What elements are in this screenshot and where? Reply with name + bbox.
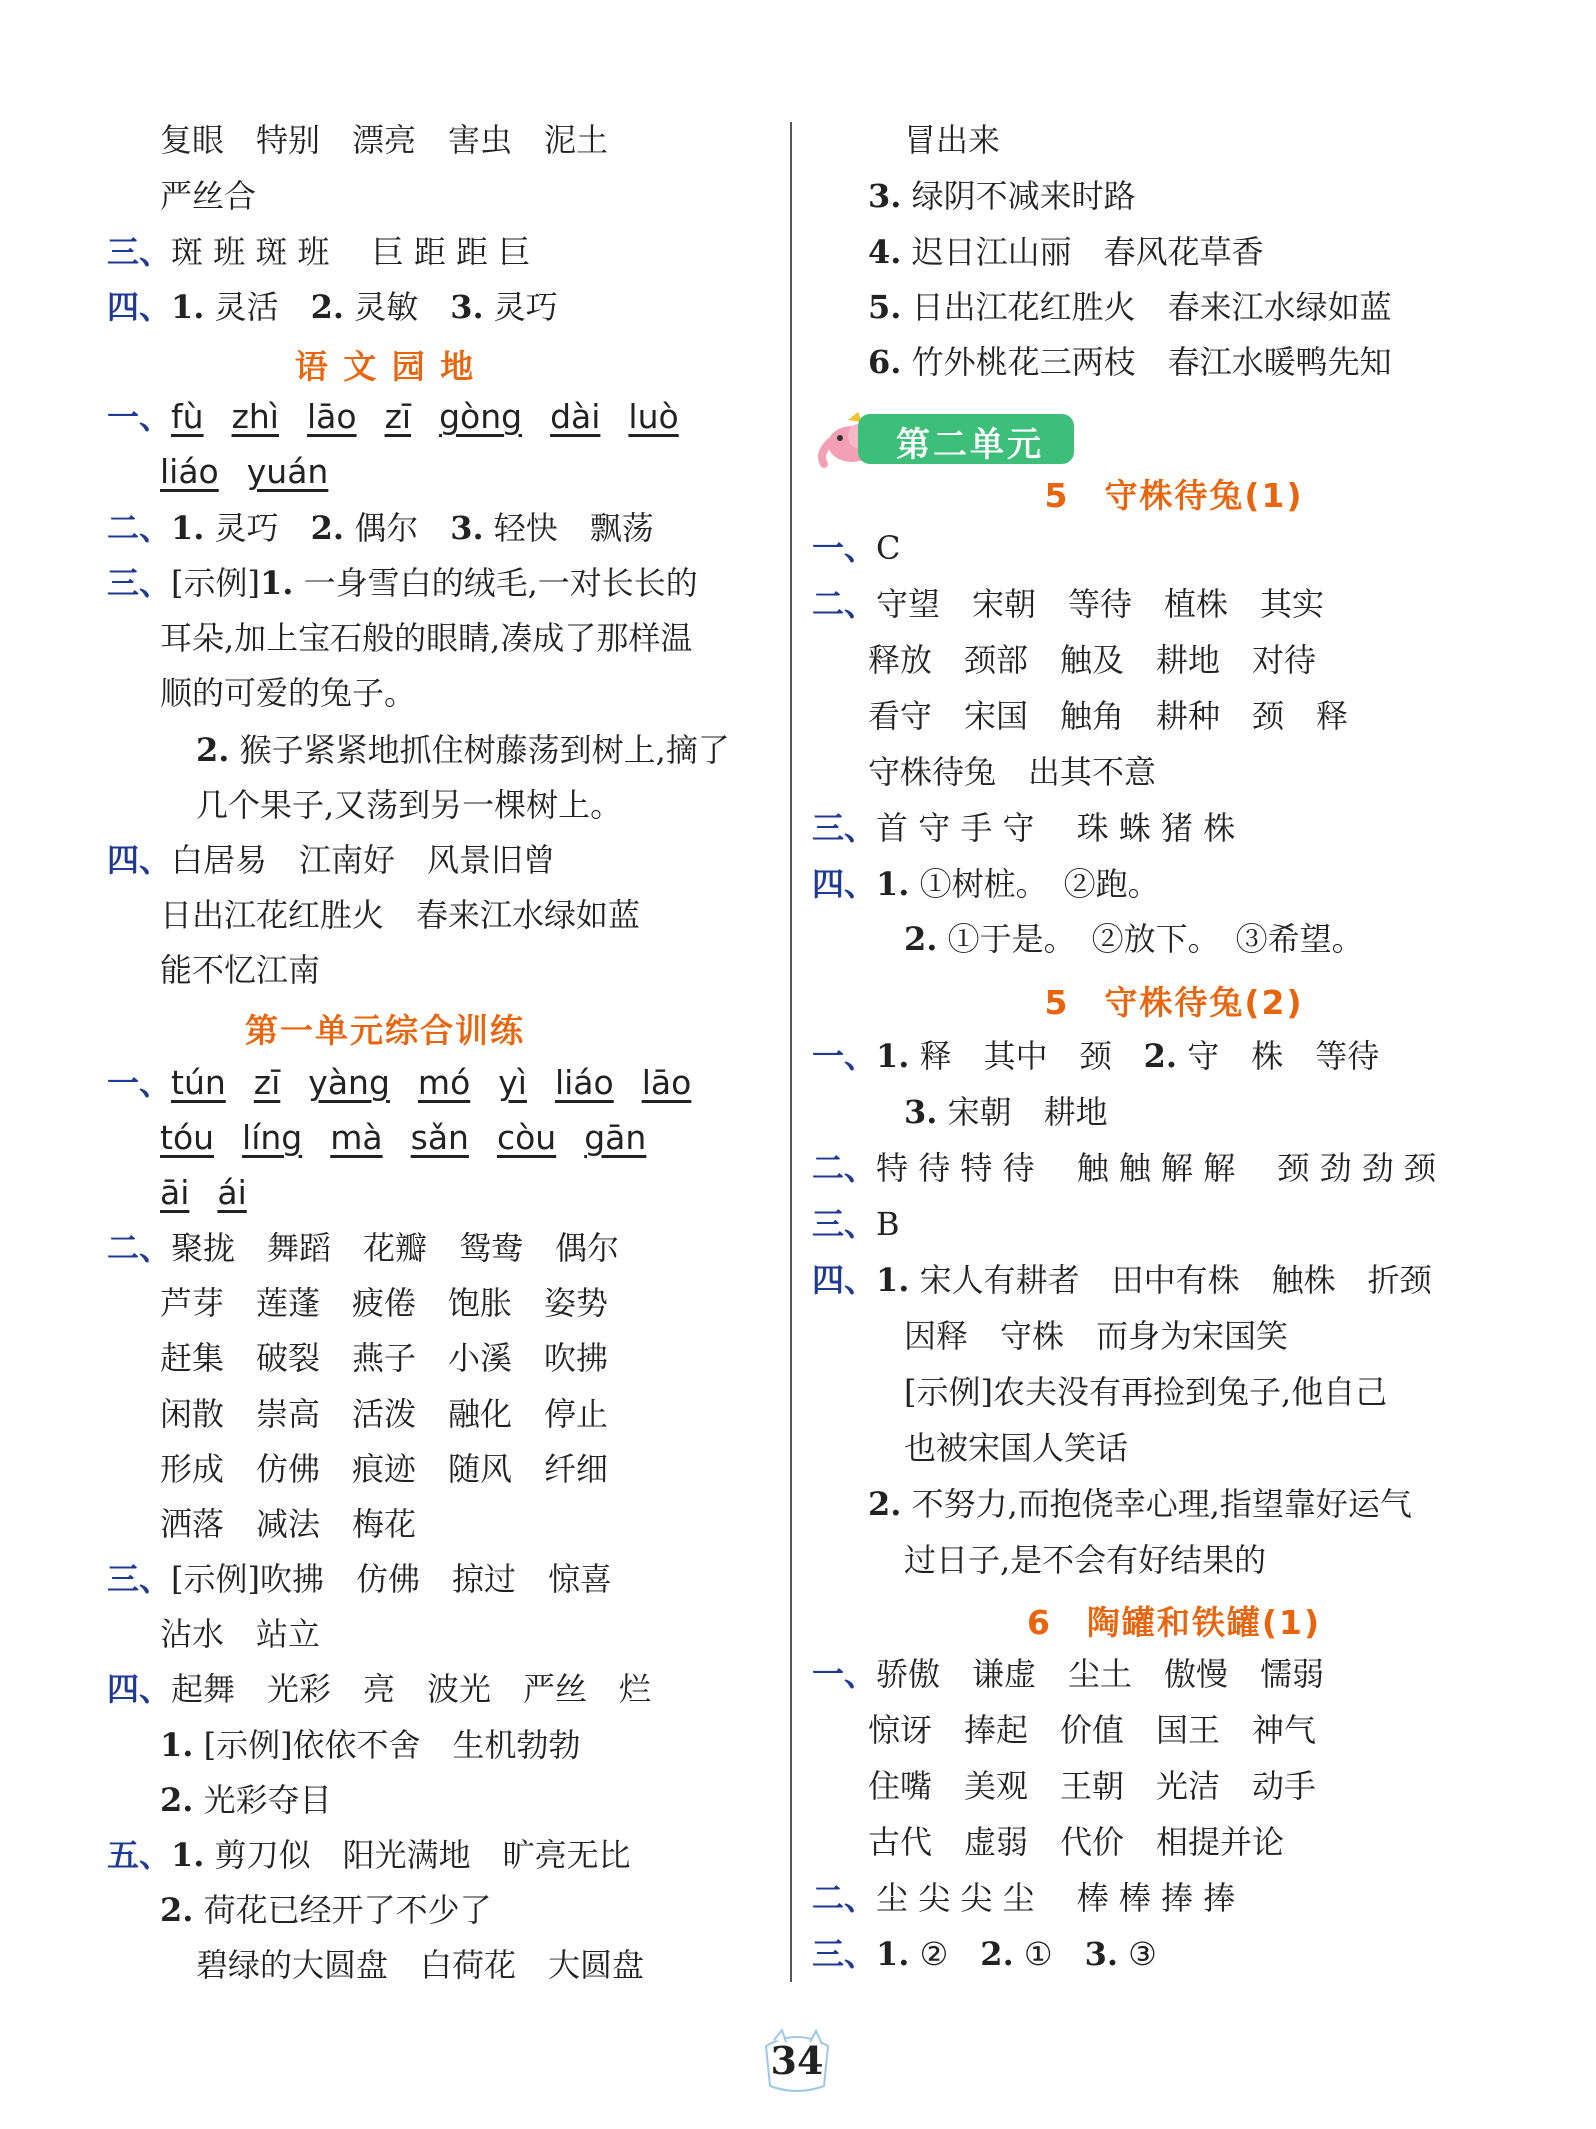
pinyin-line bbox=[107, 397, 707, 437]
answer-text: 1. 释 其中 颈 2. 守 株 等待 bbox=[876, 1037, 1380, 1075]
answer-line bbox=[160, 1614, 320, 1654]
answer-line bbox=[160, 895, 640, 935]
answer-line bbox=[812, 1934, 1157, 1974]
pinyin-syllable: liáo bbox=[554, 1063, 614, 1102]
question-marker: 一、 bbox=[107, 1064, 172, 1102]
question-marker: 二、 bbox=[107, 509, 172, 547]
answer-text: 赶集 破裂 燕子 小溪 吹拂 bbox=[160, 1339, 609, 1377]
question-marker: 三、 bbox=[812, 1205, 877, 1243]
pinyin-syllable: sǎn bbox=[410, 1118, 469, 1157]
page-number-badge bbox=[752, 2026, 842, 2096]
answer-line bbox=[196, 730, 730, 770]
question-marker: 三、 bbox=[107, 564, 172, 602]
answer-text: 耳朵,加上宝石般的眼睛,凑成了那样温 bbox=[160, 619, 693, 657]
answer-text: 1. 灵巧 2. 偶尔 3. 轻快 飘荡 bbox=[171, 509, 654, 547]
answer-text: 5. 日出江花红胜火 春来江水绿如蓝 bbox=[868, 288, 1392, 326]
answer-line bbox=[904, 1428, 1128, 1468]
answer-text: 2. 不努力,而抱侥幸心理,指望靠好运气 bbox=[868, 1485, 1412, 1523]
answer-text: 几个果子,又荡到另一棵树上。 bbox=[196, 786, 623, 824]
answer-text: [示例]1. 一身雪白的绒毛,一对长长的 bbox=[171, 564, 698, 602]
answer-line bbox=[107, 508, 654, 548]
answer-text: 首 守 手 守 珠 蛛 猪 株 bbox=[876, 809, 1236, 847]
answer-text: 骄傲 谦虚 尘土 傲慢 懦弱 bbox=[876, 1655, 1325, 1693]
answer-line bbox=[107, 1669, 651, 1709]
pinyin-syllable: mà bbox=[330, 1118, 383, 1157]
answer-line bbox=[107, 1559, 612, 1599]
answer-line bbox=[812, 808, 1235, 848]
answer-text: 顺的可爱的兔子。 bbox=[160, 674, 417, 712]
answer-line bbox=[196, 785, 622, 825]
question-marker: 三、 bbox=[812, 809, 877, 847]
pinyin-syllable: lāo bbox=[306, 397, 357, 436]
pinyin-line bbox=[160, 452, 356, 492]
answer-text: 复眼 特别 漂亮 害虫 泥土 bbox=[160, 121, 609, 159]
pinyin-line bbox=[160, 1118, 674, 1158]
answer-text: 过日子,是不会有好结果的 bbox=[904, 1541, 1267, 1579]
answer-text: 住嘴 美观 王朝 光洁 动手 bbox=[868, 1767, 1317, 1805]
answer-text: 能不忆江南 bbox=[160, 951, 321, 989]
pinyin-group bbox=[171, 1063, 719, 1102]
answer-line bbox=[868, 1766, 1316, 1806]
answer-line bbox=[160, 176, 256, 216]
answer-line bbox=[812, 1260, 1432, 1300]
answer-text: 碧绿的大圆盘 白荷花 大圆盘 bbox=[196, 1946, 645, 1984]
answer-line bbox=[812, 584, 1324, 624]
question-marker: 四、 bbox=[107, 841, 172, 879]
question-marker: 四、 bbox=[812, 865, 877, 903]
answer-line bbox=[160, 1338, 608, 1378]
answer-line bbox=[107, 840, 555, 880]
answer-text: 释放 颈部 触及 耕地 对待 bbox=[868, 641, 1317, 679]
answer-text: 特 待 特 待 触 触 解 解 颈 劲 劲 颈 bbox=[876, 1149, 1436, 1187]
answer-text: 洒落 减法 梅花 bbox=[160, 1505, 417, 1543]
answer-text: 也被宋国人笑话 bbox=[904, 1429, 1129, 1467]
answer-line bbox=[160, 120, 608, 160]
question-marker: 一、 bbox=[812, 1037, 877, 1075]
answer-text: 守株待兔 出其不意 bbox=[868, 753, 1157, 791]
answer-line bbox=[196, 1945, 644, 1985]
answer-text: C bbox=[876, 529, 901, 567]
answer-line bbox=[160, 673, 416, 713]
answer-line bbox=[160, 1449, 608, 1489]
answer-text: 起舞 光彩 亮 波光 严丝 烂 bbox=[171, 1670, 652, 1708]
pinyin-syllable: yì bbox=[498, 1063, 527, 1102]
question-marker: 四、 bbox=[812, 1261, 877, 1299]
pinyin-line bbox=[107, 1063, 719, 1103]
answer-text: 守望 宋朝 等待 植株 其实 bbox=[876, 585, 1325, 623]
answer-text: 沾水 站立 bbox=[160, 1615, 321, 1653]
answer-text: 日出江花红胜火 春来江水绿如蓝 bbox=[160, 896, 641, 934]
answer-line bbox=[160, 950, 320, 990]
answer-text: 斑 班 斑 班 巨 距 距 巨 bbox=[171, 233, 531, 271]
answer-line bbox=[868, 287, 1392, 327]
answer-line bbox=[868, 176, 1136, 216]
page-number: 34 bbox=[770, 2038, 824, 2083]
pinyin-syllable: fù bbox=[171, 397, 204, 436]
answer-line bbox=[868, 1822, 1284, 1862]
pinyin-group bbox=[171, 397, 707, 436]
answer-line bbox=[160, 1890, 492, 1930]
pinyin-group bbox=[160, 1118, 674, 1157]
answer-line bbox=[107, 232, 530, 272]
answer-line bbox=[107, 287, 558, 327]
pinyin-syllable: yuán bbox=[246, 452, 329, 491]
answer-line bbox=[904, 1092, 1108, 1132]
answer-line bbox=[812, 1036, 1379, 1076]
answer-line bbox=[868, 342, 1392, 382]
question-marker: 三、 bbox=[107, 233, 172, 271]
section-title: 语 文 园 地 bbox=[294, 347, 476, 386]
answer-text: 芦芽 莲蓬 疲倦 饱胀 姿势 bbox=[160, 1284, 609, 1322]
pinyin-syllable: mó bbox=[417, 1063, 471, 1102]
section-title: 5 守株待兔(2) bbox=[1044, 983, 1304, 1022]
pinyin-line bbox=[160, 1173, 275, 1213]
answer-line bbox=[868, 752, 1156, 792]
question-marker: 三、 bbox=[812, 1935, 877, 1973]
answer-text: 严丝合 bbox=[160, 177, 257, 215]
question-marker: 三、 bbox=[107, 1560, 172, 1598]
pinyin-syllable: luò bbox=[628, 397, 679, 436]
pinyin-syllable: ái bbox=[217, 1173, 247, 1212]
question-marker: 二、 bbox=[812, 1879, 877, 1917]
question-marker: 一、 bbox=[812, 1655, 877, 1693]
answer-text: 2. 荷花已经开了不少了 bbox=[160, 1891, 492, 1929]
pinyin-syllable: líng bbox=[242, 1118, 303, 1157]
answer-text: [示例]农夫没有再捡到兔子,他自己 bbox=[904, 1373, 1388, 1411]
answer-line bbox=[868, 1710, 1316, 1750]
answer-line bbox=[868, 696, 1348, 736]
answer-line bbox=[904, 120, 1000, 160]
column-divider bbox=[790, 122, 792, 1982]
section-title: 6 陶罐和铁罐(1) bbox=[1026, 1603, 1322, 1642]
answer-text: 1. 剪刀似 阳光满地 旷亮无比 bbox=[171, 1836, 631, 1874]
pinyin-syllable: zī bbox=[253, 1063, 281, 1102]
answer-text: 1. 宋人有耕者 田中有株 触株 折颈 bbox=[876, 1261, 1432, 1299]
answer-line bbox=[812, 1204, 900, 1244]
answer-text: 3. 绿阴不减来时路 bbox=[868, 177, 1136, 215]
pinyin-syllable: zhì bbox=[231, 397, 279, 436]
pinyin-syllable: āi bbox=[160, 1173, 190, 1212]
answer-line bbox=[904, 919, 1364, 959]
question-marker: 一、 bbox=[107, 398, 172, 436]
answer-line bbox=[160, 1780, 332, 1820]
answer-line bbox=[812, 1654, 1324, 1694]
question-marker: 一、 bbox=[812, 529, 877, 567]
answer-line bbox=[868, 1484, 1412, 1524]
answer-text: [示例]吹拂 仿佛 掠过 惊喜 bbox=[171, 1560, 612, 1598]
pinyin-group bbox=[160, 1173, 275, 1212]
unit-badge bbox=[818, 410, 1080, 470]
answer-line bbox=[107, 563, 698, 603]
answer-line bbox=[107, 1835, 631, 1875]
answer-text: 1. [示例]依依不舍 生机勃勃 bbox=[160, 1726, 581, 1764]
answer-text: 看守 宋国 触角 耕种 颈 释 bbox=[868, 697, 1349, 735]
answer-text: 2. 猴子紧紧地抓住树藤荡到树上,摘了 bbox=[196, 731, 730, 769]
answer-text: 尘 尖 尖 尘 棒 棒 捧 捧 bbox=[876, 1879, 1236, 1917]
answer-text: 古代 虚弱 代价 相提并论 bbox=[868, 1823, 1285, 1861]
answer-line bbox=[160, 1725, 581, 1765]
pinyin-syllable: liáo bbox=[160, 452, 219, 491]
answer-text: 1. ①树桩。 ②跑。 bbox=[876, 865, 1160, 903]
pinyin-syllable: lāo bbox=[641, 1063, 692, 1102]
answer-line bbox=[812, 1878, 1235, 1918]
pinyin-syllable: yàng bbox=[308, 1063, 390, 1102]
section-title: 5 守株待兔(1) bbox=[1044, 476, 1304, 515]
answer-line bbox=[160, 1283, 608, 1323]
answer-line bbox=[160, 1394, 608, 1434]
answer-line bbox=[904, 1540, 1266, 1580]
pinyin-syllable: còu bbox=[496, 1118, 557, 1157]
answer-text: 3. 宋朝 耕地 bbox=[904, 1093, 1108, 1131]
answer-line bbox=[160, 1504, 416, 1544]
pinyin-syllable: gòng bbox=[439, 397, 523, 436]
answer-text: B bbox=[876, 1205, 900, 1243]
question-marker: 二、 bbox=[107, 1229, 172, 1267]
answer-text: 惊讶 捧起 价值 国王 神气 bbox=[868, 1711, 1317, 1749]
answer-text: 6. 竹外桃花三两枝 春江水暖鸭先知 bbox=[868, 343, 1392, 381]
answer-line bbox=[812, 864, 1160, 904]
pinyin-syllable: gān bbox=[584, 1118, 647, 1157]
answer-line bbox=[868, 232, 1264, 272]
answer-line bbox=[904, 1316, 1288, 1356]
answer-line bbox=[107, 1228, 619, 1268]
answer-text: 聚拢 舞蹈 花瓣 鸳鸯 偶尔 bbox=[171, 1229, 620, 1267]
pinyin-group bbox=[160, 452, 356, 491]
answer-line bbox=[812, 528, 901, 568]
answer-text: 闲散 崇高 活泼 融化 停止 bbox=[160, 1395, 609, 1433]
question-marker: 二、 bbox=[812, 585, 877, 623]
question-marker: 四、 bbox=[107, 1670, 172, 1708]
answer-line bbox=[160, 618, 692, 658]
answer-text: 2. 光彩夺目 bbox=[160, 1781, 332, 1819]
question-marker: 五、 bbox=[107, 1836, 172, 1874]
answer-text: 2. ①于是。 ②放下。 ③希望。 bbox=[904, 920, 1364, 958]
section-title: 第一单元综合训练 bbox=[245, 1011, 525, 1050]
answer-text: 白居易 江南好 风景旧曾 bbox=[171, 841, 556, 879]
answer-text: 1. 灵活 2. 灵敏 3. 灵巧 bbox=[171, 288, 558, 326]
answer-text: 冒出来 bbox=[904, 121, 1001, 159]
answer-line bbox=[868, 640, 1316, 680]
answer-text: 1. ② 2. ① 3. ③ bbox=[876, 1935, 1157, 1973]
answer-text: 形成 仿佛 痕迹 随风 纤细 bbox=[160, 1450, 609, 1488]
pinyin-syllable: dài bbox=[550, 397, 601, 436]
question-marker: 四、 bbox=[107, 288, 172, 326]
answer-text: 因释 守株 而身为宋国笑 bbox=[904, 1317, 1289, 1355]
answer-line bbox=[812, 1148, 1436, 1188]
pinyin-syllable: tún bbox=[171, 1063, 226, 1102]
pinyin-syllable: tóu bbox=[160, 1118, 215, 1157]
answer-text: 4. 迟日江山丽 春风花草香 bbox=[868, 233, 1264, 271]
question-marker: 二、 bbox=[812, 1149, 877, 1187]
answer-line bbox=[904, 1372, 1387, 1412]
pinyin-syllable: zī bbox=[384, 397, 412, 436]
unit-title: 第二单元 bbox=[896, 425, 1044, 465]
